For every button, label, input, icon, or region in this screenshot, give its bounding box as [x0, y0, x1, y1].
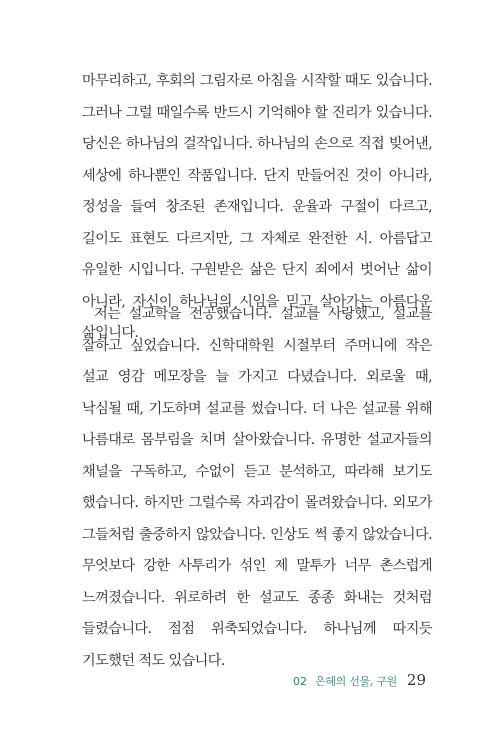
body-paragraph-2: 저는 설교학을 전공했습니다. 설교를 사랑했고, 설교를 잘하고 싶었습니다. 신학대학원 시절부터 주머니에 작은 설교 영감 메모장을 늘 가지고 다녔습니다. 외로울 때, 낙심될 때, 기도하며 설교를 썼습니다. 더 나은 설교를 위해 나름대로 몸부림을 치며 살아왔습니다. 유명한 설교자들의 채널을 구독하고, 수없이 듣고 분석하고, 따라해 보기도 했습니다. 하지만 그럴수록 자괴감이 몰려왔습니다. 외모가 그들처럼 출중하지 않았습니다. 인상도 썩 좋지 않았습니다. 무엇보다 강한 사투리가 섞인 제 말투가 너무 촌스럽게 느껴졌습니다. 위로하려 한 설교도 종종 화내는 것처럼 들렸습니다. 점점 위축되었습니다. 하나님께 따지듯 기도했던 적도 있습니다. [82, 306, 432, 669]
body-paragraph-1: 마무리하고, 후회의 그림자로 아침을 시작할 때도 있습니다. 그러나 그럴 때일수록 반드시 기억해야 할 진리가 있습니다. 당신은 하나님의 걸작입니다. 하나님의 손으로 직접 빚어낸, 세상에 하나뿐인 작품입니다. 단지 만들어진 것이 아니라, 정성을 들여 창조된 존재입니다. 운율과 구절이 다르고, 길이도 표현도 다르지만, 그 자체로 완전한 시. 아름답고 유일한 시입니다. 구원받은 삶은 단지 죄에서 벗어난 삶이 아니라, 자신이 하나님의 시임을 믿고 살아가는 아름다운 삶입니다. [82, 73, 432, 341]
chapter-number: 02 [293, 675, 308, 688]
chapter-title: 은혜의 선물, 구원 [315, 675, 397, 688]
page-number: 29 [406, 671, 426, 689]
running-footer [293, 671, 426, 691]
